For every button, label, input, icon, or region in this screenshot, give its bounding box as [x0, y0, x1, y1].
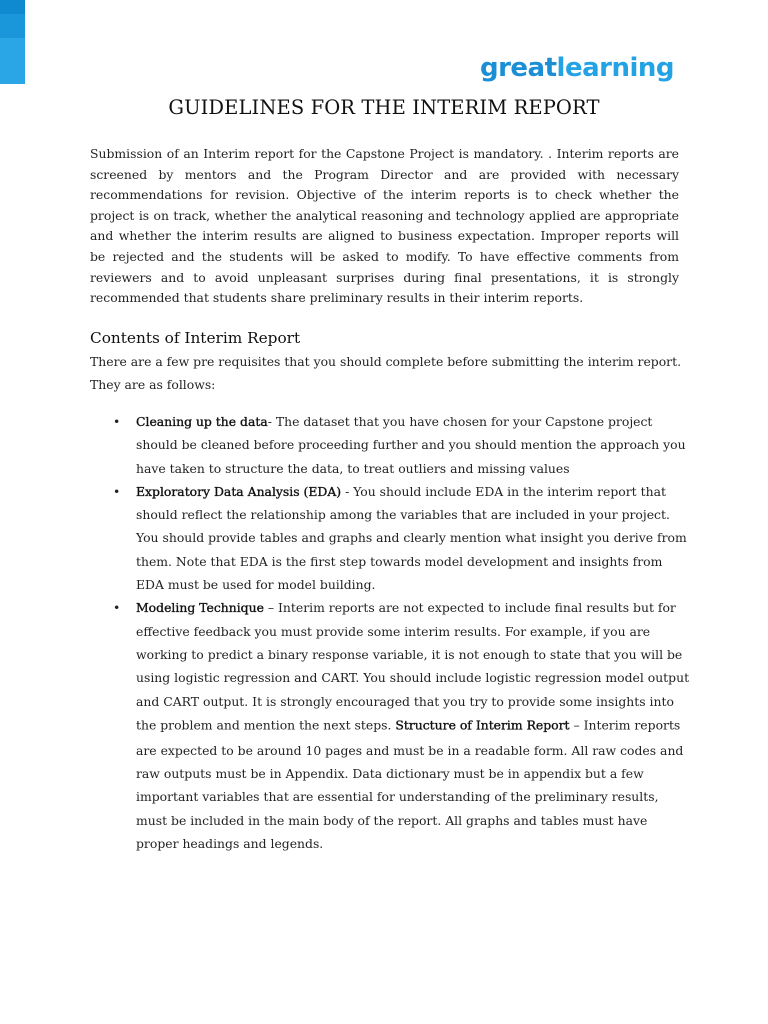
item-sub-text: – Interim reports are expected to be around 10 pages and must be in a readable form. All raw codes and raw outputs must be in Appendix. Data dictionary must be in appendix but a few important variables that are essential for understanding of the preliminary results, must be included in the main body of the report. All graphs and tables must have proper headings and legends. [136, 717, 684, 852]
item-term: Exploratory Data Analysis (EDA) [136, 483, 342, 499]
greatlearning-logo [480, 55, 674, 81]
list-item-modeling [90, 596, 690, 855]
corner-bar-segment [0, 38, 25, 84]
document-title: GUIDELINES FOR THE INTERIM REPORT [168, 96, 600, 119]
intro-paragraph: Submission of an Interim report for the Capstone Project is mandatory. . Interim reports are screened by mentors and the Program Director and are provided with necessary recommendations for revision. Objective of the interim reports is to check whether the project is on track, whether the analytical reasoning and technology applied are appropriate and whether the interim results are aligned to business expectation. Improper reports will be rejected and the students will be asked to modify. To have effective comments from reviewers and to avoid unpleasant surprises during final presentations, it is strongly recommended that students share preliminary results in their interim reports. [90, 146, 679, 306]
item-text: - You should include EDA in the interim report that should reflect the relationship among the variables that are included in your project. You should provide tables and graphs and clearly mention what insight you derive from them. Note that EDA is the first step towards model development and insights from EDA must be used for model building. [136, 483, 687, 593]
section-heading: Contents of Interim Report [90, 329, 301, 347]
logo-text-learning: learning [556, 53, 674, 83]
bullet-icon: • [113, 600, 121, 616]
section-intro-paragraph: There are a few pre requisites that you should complete before submitting the interim report. They are as follows: [90, 354, 682, 392]
corner-bar-segment [0, 14, 25, 38]
logo-text-great: great [479, 53, 557, 83]
item-term: Modeling Technique [136, 600, 264, 616]
corner-accent-bar [0, 0, 25, 84]
corner-bar-segment [0, 0, 25, 14]
list-item-eda [90, 480, 690, 596]
bullet-icon: • [113, 414, 121, 429]
item-text: – Interim reports are not expected to include final results but for effective feedback you must provide some interim results. For example, if you are working to predict a binary response variable, it is not enough to state that you will be using logistic regression and CART. You should include logistic regression model output and CART output. It is strongly encouraged that you try to provide some insights into the problem and mention the next steps. [136, 600, 690, 733]
item-term: Cleaning up the data [136, 414, 268, 429]
item-sub-term: Structure of Interim Report [395, 717, 570, 733]
item-text: - The dataset that you have chosen for your Capstone project should be cleaned before proceeding further and you should mention the approach you have taken to structure the data, to treat outliers and missing values [136, 414, 686, 476]
list-item-cleaning [90, 410, 690, 480]
bullet-icon: • [113, 483, 121, 499]
requirements-list [90, 410, 690, 855]
